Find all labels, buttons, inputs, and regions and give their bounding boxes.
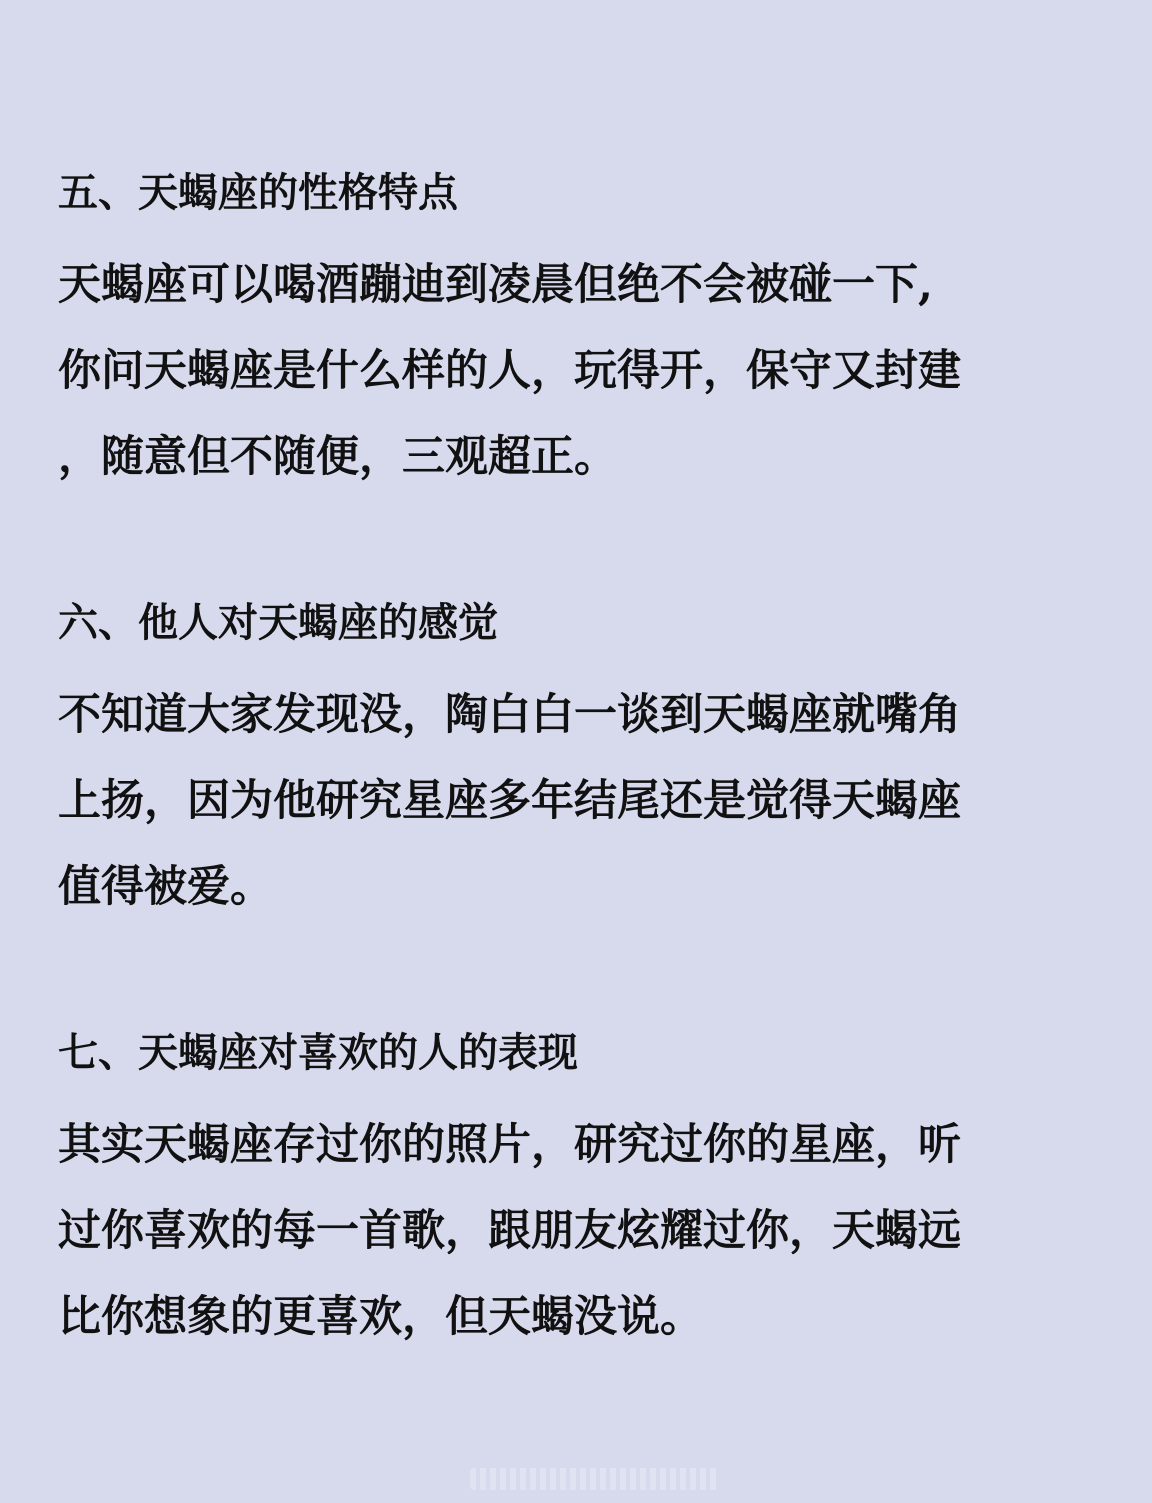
body-line: ，随意但不随便，三观超正。	[58, 432, 617, 482]
body-line: 不知道大家发现没，陶白白一谈到天蝎座就嘴角	[58, 690, 961, 740]
body-line: 其实天蝎座存过你的照片，研究过你的星座，听	[58, 1120, 961, 1170]
body-line: 天蝎座可以喝酒蹦迪到凌晨但绝不会被碰一下,	[58, 260, 933, 310]
section-body	[58, 1102, 1068, 1360]
body-line: 过你喜欢的每一首歌，跟朋友炫耀过你，天蝎远	[58, 1206, 961, 1256]
watermark	[470, 1468, 720, 1490]
section-personality	[58, 164, 1068, 500]
section-body	[58, 672, 1068, 930]
section-heading: 六、他人对天蝎座的感觉	[58, 599, 498, 646]
section-body	[58, 242, 1068, 500]
section-heading: 七、天蝎座对喜欢的人的表现	[58, 1029, 578, 1076]
section-others-impression	[58, 594, 1068, 930]
body-line: 上扬，因为他研究星座多年结尾还是觉得天蝎座	[58, 776, 961, 826]
body-line: 比你想象的更喜欢，但天蝎没说。	[58, 1292, 703, 1342]
body-line: 你问天蝎座是什么样的人，玩得开，保守又封建	[58, 346, 961, 396]
body-line: 值得被爱。	[58, 862, 273, 912]
section-behavior-in-love	[58, 1024, 1068, 1360]
section-heading: 五、天蝎座的性格特点	[58, 169, 458, 216]
